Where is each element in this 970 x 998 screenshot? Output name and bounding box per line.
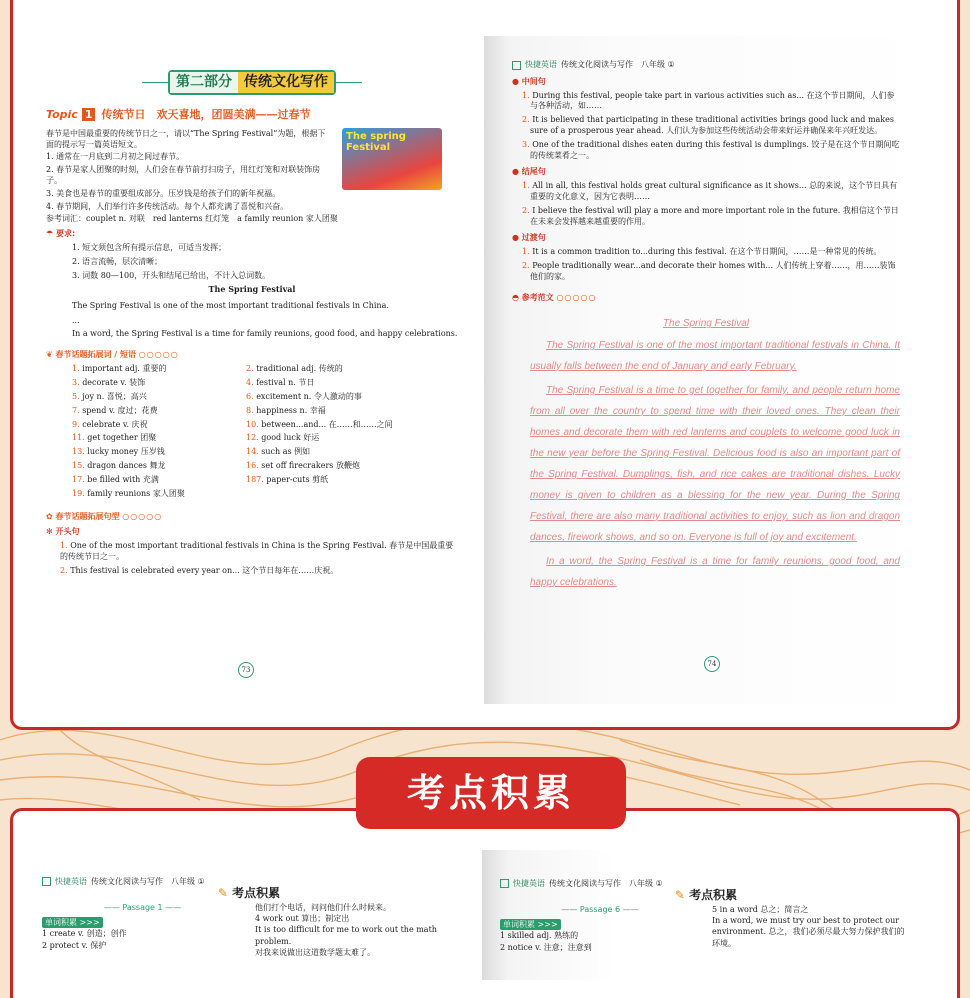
vocab-item [246,392,420,403]
vocab-item [72,475,246,486]
item-text: During this festival, people take part in various activities such as... 在这个节日期间，人们参与各种活动，如…… [530,90,895,111]
vocab-item [246,461,420,472]
topic-heading [46,108,458,123]
section-name: 传统文化写作 [238,72,334,93]
intro-line: 1. 通常在一月底到二月初之间过春节。 [46,152,185,162]
vocab-item [72,461,246,472]
leaf-icon: ❦ [46,349,53,359]
transition-sentence [512,261,900,283]
intro-line: 春节是中国最重要的传统节日之一，请以“The Spring Festival”为题，根据下面的提示写一篇英语短文。 [46,128,326,149]
item-number: 12. [246,433,259,443]
sentence-heading-text: 春节话题拓展句型 [55,512,120,522]
bottom-left-page [34,850,466,980]
item-number: 6. [246,391,254,401]
circles: ○○○○○ [138,349,179,359]
item-text: All in all, this festival holds great cultural significance as it shows... 总的来说，这个节日具有重要的文化意义，因为它表明…… [530,181,898,201]
note-line: In a word, we must try our best to protect our environment. 总之，我们必须尽最大努力保护我们的环境。 [712,916,905,948]
item-text: between...and... 在……和……之间 [261,419,393,429]
word-item: 2 notice v. 注意；注意到 [500,942,592,952]
book-icon [500,879,509,888]
page-title [500,887,912,904]
item-number: 10. [246,419,259,429]
item-text: decorate v. 装饰 [82,378,146,388]
sentence-heading [46,512,458,523]
item-text: I believe the festival will play a more and more important role in the future. 我相信这个节日在未来会发挥越来越重要的作用。 [530,205,899,226]
item-number: 13. [72,447,85,457]
item-number: 9. [72,419,80,429]
item-text: dragon dances 舞龙 [87,460,166,470]
item-number: 3. [72,378,80,388]
vocab-item [72,489,246,500]
umbrella-icon: ☂ [46,229,54,239]
item-text: family reunions 家人团聚 [87,488,185,498]
tag-text: 单词积累 >>> [500,919,561,930]
model-heading-text: 参考范文 [521,292,554,302]
intro-line: 2. 春节是家人团聚的时刻，人们会在春节前打扫房子，用红灯笼和对联装饰房子。 [46,165,321,186]
item-text: happiness n. 幸福 [256,405,326,415]
pencil-icon: ✎ [217,886,228,901]
word-item: 2 protect v. 保护 [42,940,107,950]
page-header [512,60,900,71]
essay-start: The Spring Festival is one of the most important traditional festivals in China. [72,301,389,311]
intro-line: 4. 春节期间，人们举行许多传统活动。每个人都充满了喜悦和兴奋。 [46,201,289,211]
book-icon [42,877,51,886]
item-number: 1. [522,90,530,100]
item-number: 2. [60,565,68,575]
word-tag [500,919,700,930]
item-text: festival n. 节日 [256,378,315,388]
book-icon [512,61,521,70]
header-brand: 快捷英语 [55,877,87,886]
model-title: The Spring Festival [662,318,750,330]
word-item: 1 create v. 创造；创作 [42,929,127,939]
spring-festival-illustration [342,128,442,190]
vocab-item [246,378,420,389]
vocab-item [72,447,246,458]
vocab-item [246,406,420,417]
item-text: People traditionally wear...and decorate their homes with... 人们传统上穿着……，用……装饰他们的家。 [530,260,896,281]
item-text: paper-cuts 剪纸 [266,474,329,484]
header-brand: 快捷英语 [525,60,557,69]
word-item: 1 skilled adj. 熟练的 [500,931,579,941]
word-tag [42,917,243,928]
item-text: This festival is celebrated every year on... 这个节日每年在……庆祝。 [70,565,339,575]
section-title [102,70,402,96]
item-text: important adj. 重要的 [82,364,167,374]
essay-dots: ... [72,316,80,325]
item-number: 2. [522,205,530,215]
opening-label: ✻ 开头句 [46,527,80,537]
right-page [484,36,920,704]
item-number: 2. [522,115,530,125]
bottom-columns [42,902,456,958]
section-part: 第二部分 [170,72,238,93]
item-number: 4. [246,378,254,388]
topic-number: 1 [82,108,96,121]
tag-text: 单词积累 >>> [42,917,103,928]
item-number: 3. [522,139,530,149]
note-line: It is too difficult for me to work out the math problem. [255,925,437,946]
requirement-item: 2. 语言流畅，层次清晰； [72,256,163,266]
item-text: traditional adj. 传统的 [256,364,343,374]
page-number: 74 [704,656,720,672]
item-text: such as 例如 [261,447,311,457]
item-number: 187. [246,474,264,484]
note-line: 5 in a word 总之；简言之 [712,904,809,914]
item-number: 5. [72,391,80,401]
transition-label: ● 过渡句 [512,233,546,243]
item-text: One of the most important traditional festivals in China is the Spring Festival. 春节是中国最重要的传统节日之一。 [60,540,454,561]
vocab-heading-text: 春节话题拓展词 / 短语 [55,349,136,359]
ending-sentence [512,206,900,228]
note-line: 他们打个电话，问问他们什么时候来。 [255,902,391,912]
model-paragraph: The Spring Festival is a time to get together for family, and people return home from all over the country to spend time with their loved ones. They clean their homes and decorate them with red lanterns and couplets to welcome good luck in the new year before the Spring Festival. Delicious food is also an important part of the Spring Festival. Dumplings, fish, and rice cakes are traditional dishes. Lucky money is given to children as a blessing for the new year. During the Spring Festival, there are also many traditional activities to enjoy, such as lion and dragon dances, firework shows, and so on. Everyone is full of joy and excitement. [530,384,900,543]
item-text: One of the traditional dishes eaten during this festival is dumplings. 饺子是在这个节日期间吃的传统菜肴之一。 [530,139,900,160]
page-title [42,885,456,902]
transition-sentence [512,247,900,258]
middle-label: ● 中间句 [512,76,546,86]
ending-label-text: 结尾句 [521,167,546,177]
opening-sentence [46,566,458,577]
vocab-item [246,433,420,444]
item-text: good luck 好运 [261,433,320,443]
intro-line: 参考词汇：couplet n. 对联 red lanterns 红灯笼 a family reunion 家人团聚 [46,214,338,224]
page-number: 73 [238,662,254,678]
vocab-item [246,447,420,458]
item-text: celebrate v. 庆祝 [82,419,148,429]
left-page [46,60,458,576]
vocab-item [72,420,246,431]
item-number: 1. [60,540,68,550]
vocab-item [72,378,246,389]
topic-title: 传统节日 欢天喜地，团圆美满——过春节 [101,108,311,121]
header-brand: 快捷英语 [513,879,545,888]
passage-label: —— Passage 6 —— [561,904,639,914]
vocab-item [246,489,420,500]
pin-icon: ✿ [46,512,53,522]
model-paragraph: In a word, the Spring Festival is a time for family reunions, good food, and happy celebrations. [530,555,900,588]
vocab-item [72,392,246,403]
item-text: It is believed that participating in these traditional activities brings good luck and makes sure of a prosperous year ahead. 人们认为参加这些传统活动会带来好运并确保来年兴旺发达。 [530,115,894,135]
item-text: spend v. 度过；花费 [82,405,158,415]
topic-word: Topic [46,108,78,121]
essay-title: The Spring Festival [208,284,296,295]
item-text: get together 团聚 [87,433,157,443]
note-line: 对我来说做出这道数学题太难了。 [255,947,375,957]
header-title: 传统文化阅读与写作 八年级 ① [561,60,675,69]
requirements-heading [46,229,458,240]
item-number: 17. [72,474,85,484]
item-number: 11. [72,433,85,443]
header-title: 传统文化阅读与写作 八年级 ① [91,877,205,886]
item-text: It is a common tradition to...during this festival. 在这个节日期间，……是一种常见的传统。 [532,247,882,257]
circles: ○○○○○ [556,292,597,302]
page-title-text: 考点积累 [689,888,738,903]
req-label: 要求: [55,229,76,239]
middle-sentence [512,115,900,137]
middle-sentence [512,140,900,162]
middle-label-text: 中间句 [521,76,546,86]
header-title: 传统文化阅读与写作 八年级 ① [549,879,663,888]
passage-text: Passage 6 [579,904,621,914]
vocab-item [72,406,246,417]
item-number: 1. [522,181,530,191]
model-paragraph: The Spring Festival is one of the most important traditional festivals in China. It usually falls between the end of January and early February. [530,339,900,372]
item-text: joy n. 喜悦；高兴 [82,391,147,401]
intro-line: 3. 美食也是春节的重要组成部分。压岁钱是给孩子们的新年祝福。 [46,188,281,198]
model-heading [512,293,900,304]
vocab-list [46,364,458,502]
item-number: 2. [522,260,530,270]
bottom-right-page [482,850,922,980]
requirement-item: 1. 短文须包含所有提示信息，可适当发挥； [72,243,227,253]
model-essay [512,317,900,593]
item-text: lucky money 压岁钱 [87,447,165,457]
item-number: 8. [246,405,254,415]
requirement-item: 3. 词数 80—100，开头和结尾已给出，不计入总词数。 [72,270,271,280]
item-text: set off firecrakers 放鞭炮 [261,460,360,470]
section-banner: 考点积累 [356,757,626,829]
vocab-item [72,433,246,444]
intro-text [46,128,338,225]
page-title-text: 考点积累 [232,886,281,901]
circles: ○○○○○ [122,512,163,522]
item-number: 7. [72,405,80,415]
item-text: be filled with 充满 [87,474,159,484]
vocab-item [246,420,420,431]
item-number: 19. [72,488,85,498]
item-number: 16. [246,460,259,470]
bowl-icon: ◓ [512,292,519,302]
item-number: 15. [72,460,85,470]
item-number: 1. [522,247,530,257]
ending-sentence [512,181,900,203]
opening-label-text: 开头句 [55,527,80,537]
opening-sentences [46,527,458,576]
opening-sentence [46,541,458,563]
note-line: 4 work out 算出；制定出 [255,914,350,924]
vocab-item [246,475,420,486]
item-text: excitement n. 令人激动的事 [256,391,362,401]
vocab-item [72,364,246,375]
item-number: 2. [246,364,254,374]
pencil-icon: ✎ [674,888,685,903]
essay-end: In a word, the Spring Festival is a time for family reunions, good food, and happy celebrations. [72,328,458,338]
transition-label-text: 过渡句 [521,233,546,243]
vocab-heading [46,350,458,361]
item-number: 1. [72,364,80,374]
passage-label: —— Passage 1 —— [103,902,182,912]
vocab-item [246,364,420,375]
ending-label: ● 结尾句 [512,167,546,177]
picture-label: The spring Festival [346,131,406,153]
passage-text: Passage 1 [122,902,163,912]
bottom-columns [500,904,912,953]
middle-sentence [512,91,900,113]
item-number: 14. [246,447,259,457]
